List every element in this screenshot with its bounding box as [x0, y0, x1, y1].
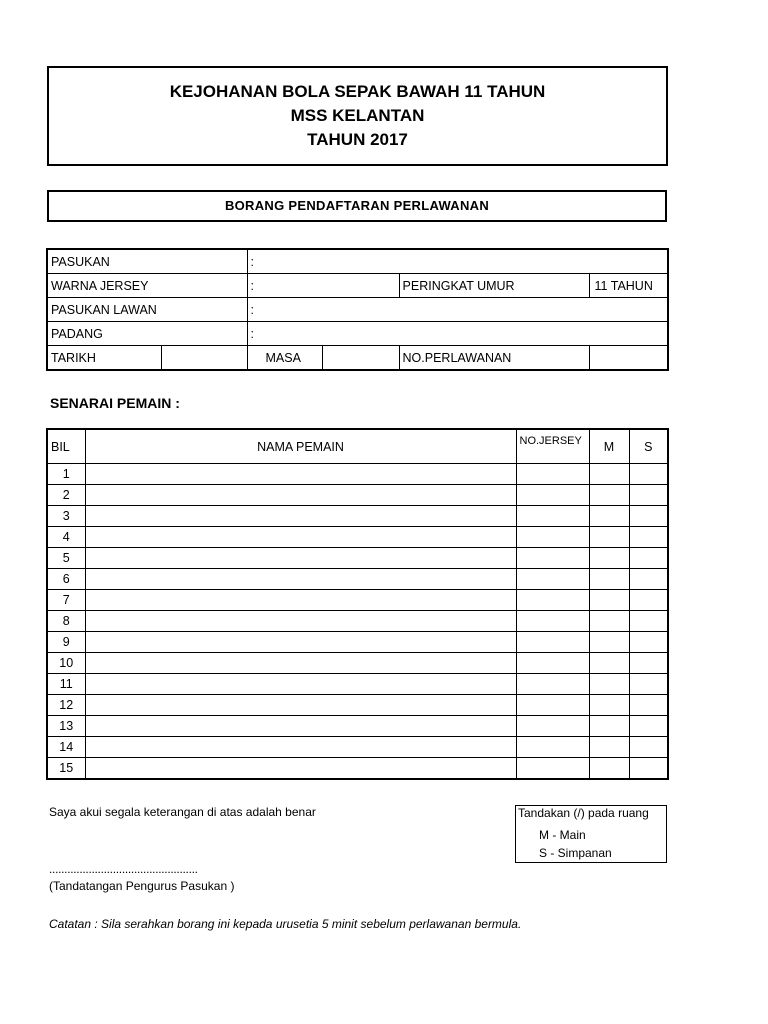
- header-m: M: [589, 429, 629, 464]
- player-jersey-cell[interactable]: [516, 674, 589, 695]
- label-padang: PADANG: [47, 322, 247, 346]
- player-bil: 2: [47, 485, 85, 506]
- player-s-cell[interactable]: [629, 737, 668, 758]
- field-padang[interactable]: :: [247, 322, 668, 346]
- player-m-cell[interactable]: [589, 485, 629, 506]
- value-peringkat-umur: 11 TAHUN: [589, 274, 668, 298]
- declaration-text: Saya akui segala keterangan di atas adalah benar: [49, 805, 316, 819]
- player-row: [47, 632, 668, 653]
- player-jersey-cell[interactable]: [516, 485, 589, 506]
- info-row-pasukan-lawan: [47, 298, 668, 322]
- player-row: [47, 464, 668, 485]
- player-jersey-cell[interactable]: [516, 653, 589, 674]
- player-jersey-cell[interactable]: [516, 569, 589, 590]
- player-m-cell[interactable]: [589, 716, 629, 737]
- header-no-jersey: NO.JERSEY: [516, 429, 589, 464]
- player-s-cell[interactable]: [629, 674, 668, 695]
- player-name-cell[interactable]: [85, 569, 516, 590]
- field-masa[interactable]: [322, 346, 399, 371]
- player-row: [47, 674, 668, 695]
- player-bil: 14: [47, 737, 85, 758]
- player-jersey-cell[interactable]: [516, 737, 589, 758]
- player-m-cell[interactable]: [589, 611, 629, 632]
- field-tarikh[interactable]: [161, 346, 247, 371]
- info-row-tarikh: [47, 346, 668, 371]
- player-jersey-cell[interactable]: [516, 611, 589, 632]
- player-m-cell[interactable]: [589, 506, 629, 527]
- player-name-cell[interactable]: [85, 674, 516, 695]
- player-bil: 3: [47, 506, 85, 527]
- player-s-cell[interactable]: [629, 695, 668, 716]
- player-name-cell[interactable]: [85, 485, 516, 506]
- info-row-pasukan: [47, 249, 668, 274]
- info-table: [46, 248, 669, 371]
- title-line-3: TAHUN 2017: [307, 130, 408, 149]
- player-name-cell[interactable]: [85, 632, 516, 653]
- player-s-cell[interactable]: [629, 485, 668, 506]
- player-jersey-cell[interactable]: [516, 758, 589, 780]
- player-name-cell[interactable]: [85, 737, 516, 758]
- player-bil: 6: [47, 569, 85, 590]
- player-jersey-cell[interactable]: [516, 506, 589, 527]
- player-name-cell[interactable]: [85, 548, 516, 569]
- player-jersey-cell[interactable]: [516, 527, 589, 548]
- player-bil: 1: [47, 464, 85, 485]
- player-m-cell[interactable]: [589, 590, 629, 611]
- player-s-cell[interactable]: [629, 716, 668, 737]
- player-s-cell[interactable]: [629, 611, 668, 632]
- header-bil: BIL: [47, 429, 85, 464]
- title-line-1: KEJOHANAN BOLA SEPAK BAWAH 11 TAHUN: [169, 82, 546, 101]
- legend-main: M - Main: [539, 828, 586, 842]
- label-pasukan-lawan: PASUKAN LAWAN: [47, 298, 247, 322]
- header-s: S: [629, 429, 668, 464]
- note-text: Catatan : Sila serahkan borang ini kepada urusetia 5 minit sebelum perlawanan bermula.: [49, 917, 522, 931]
- player-row: [47, 653, 668, 674]
- player-s-cell[interactable]: [629, 632, 668, 653]
- player-bil: 4: [47, 527, 85, 548]
- label-tarikh: TARIKH: [47, 346, 161, 371]
- player-row: [47, 485, 668, 506]
- player-s-cell[interactable]: [629, 506, 668, 527]
- player-s-cell[interactable]: [629, 758, 668, 780]
- player-name-cell[interactable]: [85, 464, 516, 485]
- legend-box: [515, 805, 667, 863]
- field-pasukan[interactable]: :: [247, 249, 668, 274]
- player-jersey-cell[interactable]: [516, 632, 589, 653]
- player-row: [47, 506, 668, 527]
- header-nama-pemain: NAMA PEMAIN: [85, 429, 516, 464]
- player-jersey-cell[interactable]: [516, 695, 589, 716]
- label-warna-jersey: WARNA JERSEY: [47, 274, 247, 298]
- player-row: [47, 695, 668, 716]
- signature-line: .................................................: [49, 862, 198, 876]
- label-pasukan: PASUKAN: [47, 249, 247, 274]
- field-warna-jersey[interactable]: :: [247, 274, 399, 298]
- player-m-cell[interactable]: [589, 758, 629, 780]
- player-name-cell[interactable]: [85, 527, 516, 548]
- signature-label: (Tandatangan Pengurus Pasukan ): [49, 879, 235, 893]
- player-m-cell[interactable]: [589, 527, 629, 548]
- player-row: [47, 527, 668, 548]
- player-row: [47, 716, 668, 737]
- player-name-cell[interactable]: [85, 653, 516, 674]
- player-bil: 5: [47, 548, 85, 569]
- player-m-cell[interactable]: [589, 737, 629, 758]
- info-row-warna-jersey: [47, 274, 668, 298]
- player-s-cell[interactable]: [629, 527, 668, 548]
- player-s-cell[interactable]: [629, 548, 668, 569]
- player-name-cell[interactable]: [85, 611, 516, 632]
- player-row: [47, 569, 668, 590]
- player-bil: 8: [47, 611, 85, 632]
- player-rows: [47, 464, 668, 780]
- player-m-cell[interactable]: [589, 695, 629, 716]
- title-line-2: MSS KELANTAN: [290, 106, 425, 125]
- player-bil: 12: [47, 695, 85, 716]
- player-name-cell[interactable]: [85, 590, 516, 611]
- player-m-cell[interactable]: [589, 674, 629, 695]
- field-no-perlawanan[interactable]: [589, 346, 668, 371]
- player-m-cell[interactable]: [589, 569, 629, 590]
- label-masa: MASA: [247, 346, 322, 371]
- player-bil: 13: [47, 716, 85, 737]
- player-jersey-cell[interactable]: [516, 716, 589, 737]
- player-bil: 10: [47, 653, 85, 674]
- player-bil: 15: [47, 758, 85, 780]
- player-bil: 11: [47, 674, 85, 695]
- label-no-perlawanan: NO.PERLAWANAN: [399, 346, 589, 371]
- player-m-cell[interactable]: [589, 632, 629, 653]
- legend-title: Tandakan (/) pada ruang: [518, 806, 649, 820]
- player-s-cell[interactable]: [629, 590, 668, 611]
- player-m-cell[interactable]: [589, 653, 629, 674]
- title-box: [47, 66, 668, 166]
- senarai-pemain-heading: SENARAI PEMAIN :: [50, 395, 180, 411]
- player-s-cell[interactable]: [629, 653, 668, 674]
- legend-simpanan: S - Simpanan: [539, 846, 612, 860]
- player-table: [46, 428, 669, 780]
- player-jersey-cell[interactable]: [516, 590, 589, 611]
- player-row: [47, 737, 668, 758]
- player-bil: 9: [47, 632, 85, 653]
- player-table-header: [47, 429, 668, 464]
- info-row-padang: [47, 322, 668, 346]
- player-name-cell[interactable]: [85, 716, 516, 737]
- player-m-cell[interactable]: [589, 548, 629, 569]
- player-name-cell[interactable]: [85, 695, 516, 716]
- player-s-cell[interactable]: [629, 464, 668, 485]
- player-m-cell[interactable]: [589, 464, 629, 485]
- form-title: BORANG PENDAFTARAN PERLAWANAN: [47, 190, 667, 222]
- player-jersey-cell[interactable]: [516, 548, 589, 569]
- player-bil: 7: [47, 590, 85, 611]
- label-peringkat-umur: PERINGKAT UMUR: [399, 274, 589, 298]
- player-name-cell[interactable]: [85, 506, 516, 527]
- field-pasukan-lawan[interactable]: :: [247, 298, 668, 322]
- player-name-cell[interactable]: [85, 758, 516, 780]
- player-row: [47, 548, 668, 569]
- player-row: [47, 758, 668, 780]
- player-row: [47, 611, 668, 632]
- player-jersey-cell[interactable]: [516, 464, 589, 485]
- player-row: [47, 590, 668, 611]
- player-s-cell[interactable]: [629, 569, 668, 590]
